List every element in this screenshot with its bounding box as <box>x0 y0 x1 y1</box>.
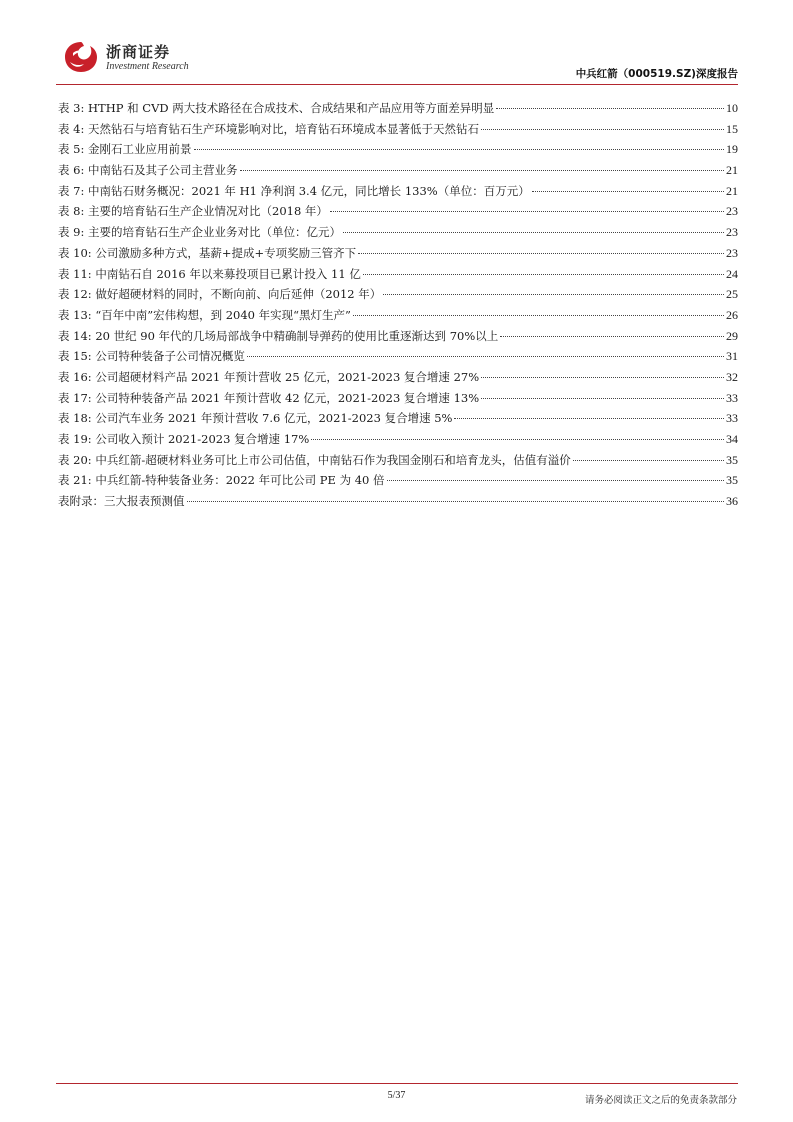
toc-entry[interactable] <box>58 470 738 491</box>
toc-entry[interactable] <box>58 429 738 450</box>
toc-entry[interactable] <box>58 139 738 160</box>
toc-dot-leader <box>481 129 724 130</box>
toc-dot-leader <box>481 398 724 399</box>
toc-entry-page: 25 <box>726 287 738 302</box>
toc-entry[interactable] <box>58 119 738 140</box>
toc-entry-page: 15 <box>726 121 738 136</box>
toc-entry[interactable] <box>58 284 738 305</box>
page-header <box>56 34 738 82</box>
table-of-contents <box>58 98 738 512</box>
toc-entry-page: 34 <box>726 432 738 446</box>
toc-entry-page: 23 <box>726 225 738 240</box>
toc-entry-page: 36 <box>726 494 738 509</box>
toc-entry-label: 表附录：三大报表预测值 <box>58 494 185 509</box>
toc-dot-leader <box>496 108 724 109</box>
toc-entry-page: 35 <box>726 452 738 467</box>
toc-dot-leader <box>500 336 724 337</box>
toc-entry-page: 31 <box>726 349 738 364</box>
toc-dot-leader <box>573 460 724 461</box>
toc-entry-label: 表 7: 中南钻石财务概况：2021 年 H1 净利润 3.4 亿元，同比增长 133%（单位：百万元） <box>58 183 530 198</box>
toc-dot-leader <box>481 377 724 378</box>
toc-entry[interactable] <box>58 450 738 471</box>
toc-entry[interactable] <box>58 264 738 285</box>
toc-entry[interactable] <box>58 98 738 119</box>
toc-dot-leader <box>387 480 724 481</box>
toc-entry-page: 29 <box>726 328 738 343</box>
toc-entry-label: 表 12: 做好超硬材料的同时，不断向前、向后延伸（2012 年） <box>58 287 382 302</box>
brand-name-en: Investment Research <box>106 61 189 72</box>
toc-entry-label: 表 16: 公司超硬材料产品 2021 年预计营收 25 亿元，2021-2023 复合增速 27% <box>58 369 480 384</box>
toc-entry[interactable] <box>58 181 738 202</box>
toc-entry-page: 23 <box>726 245 738 260</box>
toc-entry[interactable] <box>58 491 738 512</box>
toc-entry-label: 表 8: 主要的培育钻石生产企业情况对比（2018 年） <box>58 204 328 219</box>
toc-entry-page: 24 <box>726 266 738 281</box>
toc-entry-page: 21 <box>726 163 738 178</box>
brokerage-logo-icon <box>62 40 100 74</box>
toc-entry[interactable] <box>58 160 738 181</box>
toc-entry-label: 表 11: 中南钻石自 2016 年以来募投项目已累计投入 11 亿 <box>58 266 361 281</box>
toc-dot-leader <box>247 356 724 357</box>
toc-entry-page: 33 <box>726 390 738 405</box>
toc-entry-label: 表 17: 公司特种装备产品 2021 年预计营收 42 亿元，2021-2023 复合增速 13% <box>58 390 480 405</box>
toc-entry-label: 表 4: 天然钻石与培育钻石生产环境影响对比，培育钻石环境成本显著低于天然钻石 <box>58 121 479 136</box>
toc-entry-label: 表 13: “百年中南”宏伟构想，到 2040 年实现“黑灯生产” <box>58 307 351 322</box>
header-divider <box>56 84 738 85</box>
toc-entry-page: 19 <box>726 142 738 157</box>
toc-dot-leader <box>353 315 724 316</box>
toc-dot-leader <box>383 294 724 295</box>
toc-entry[interactable] <box>58 367 738 388</box>
toc-dot-leader <box>311 439 724 440</box>
toc-entry-page: 23 <box>726 204 738 219</box>
toc-entry[interactable] <box>58 326 738 347</box>
toc-entry-page: 32 <box>726 369 738 384</box>
toc-dot-leader <box>454 418 724 419</box>
toc-dot-leader <box>363 274 724 275</box>
toc-entry-label: 表 6: 中南钻石及其子公司主营业务 <box>58 163 238 178</box>
toc-entry[interactable] <box>58 222 738 243</box>
disclaimer-note: 请务必阅读正文之后的免责条款部分 <box>584 1095 737 1106</box>
toc-entry[interactable] <box>58 408 738 429</box>
toc-entry-label: 表 19: 公司收入预计 2021-2023 复合增速 17% <box>58 432 310 446</box>
footer-divider <box>56 1083 738 1084</box>
toc-entry[interactable] <box>58 305 738 326</box>
toc-entry[interactable] <box>58 346 738 367</box>
toc-entry-label: 表 3: HTHP 和 CVD 两大技术路径在合成技术、合成结果和产品应用等方面差异明显 <box>58 101 495 115</box>
toc-entry-page: 35 <box>726 473 738 488</box>
toc-entry[interactable] <box>58 243 738 264</box>
toc-dot-leader <box>330 211 724 212</box>
toc-entry-label: 表 20: 中兵红箭-超硬材料业务可比上市公司估值，中南钻石作为我国金刚石和培育龙头，估值有溢价 <box>58 452 571 467</box>
toc-entry-label: 表 21: 中兵红箭-特种装备业务：2022 年可比公司 PE 为 40 倍 <box>58 473 385 488</box>
toc-entry[interactable] <box>58 201 738 222</box>
toc-entry-label: 表 10: 公司激励多种方式，基薪+提成+专项奖励三管齐下 <box>58 245 357 260</box>
toc-entry-label: 表 9: 主要的培育钻石生产企业业务对比（单位：亿元） <box>58 225 341 240</box>
toc-entry-label: 表 15: 公司特种装备子公司情况概览 <box>58 349 245 364</box>
toc-entry-label: 表 5: 金刚石工业应用前景 <box>58 142 192 157</box>
toc-entry-page: 33 <box>726 411 738 426</box>
toc-entry-page: 21 <box>726 183 738 198</box>
toc-entry-label: 表 18: 公司汽车业务 2021 年预计营收 7.6 亿元，2021-2023 复合增速 5% <box>58 411 453 426</box>
toc-dot-leader <box>532 191 724 192</box>
toc-entry-page: 10 <box>726 101 738 115</box>
report-title: 中兵红箭（000519.SZ)深度报告 <box>575 68 738 80</box>
toc-entry[interactable] <box>58 388 738 409</box>
toc-dot-leader <box>240 170 724 171</box>
toc-dot-leader <box>358 253 724 254</box>
toc-dot-leader <box>343 232 724 233</box>
page-number: 5/37 <box>387 1090 406 1101</box>
toc-entry-label: 表 14: 20 世纪 90 年代的几场局部战争中精确制导弹药的使用比重逐渐达到 70%以上 <box>58 328 499 343</box>
brand-name-cn: 浙商证券 <box>106 43 171 61</box>
toc-entry-page: 26 <box>726 307 738 322</box>
toc-dot-leader <box>187 501 725 502</box>
toc-dot-leader <box>194 149 724 150</box>
